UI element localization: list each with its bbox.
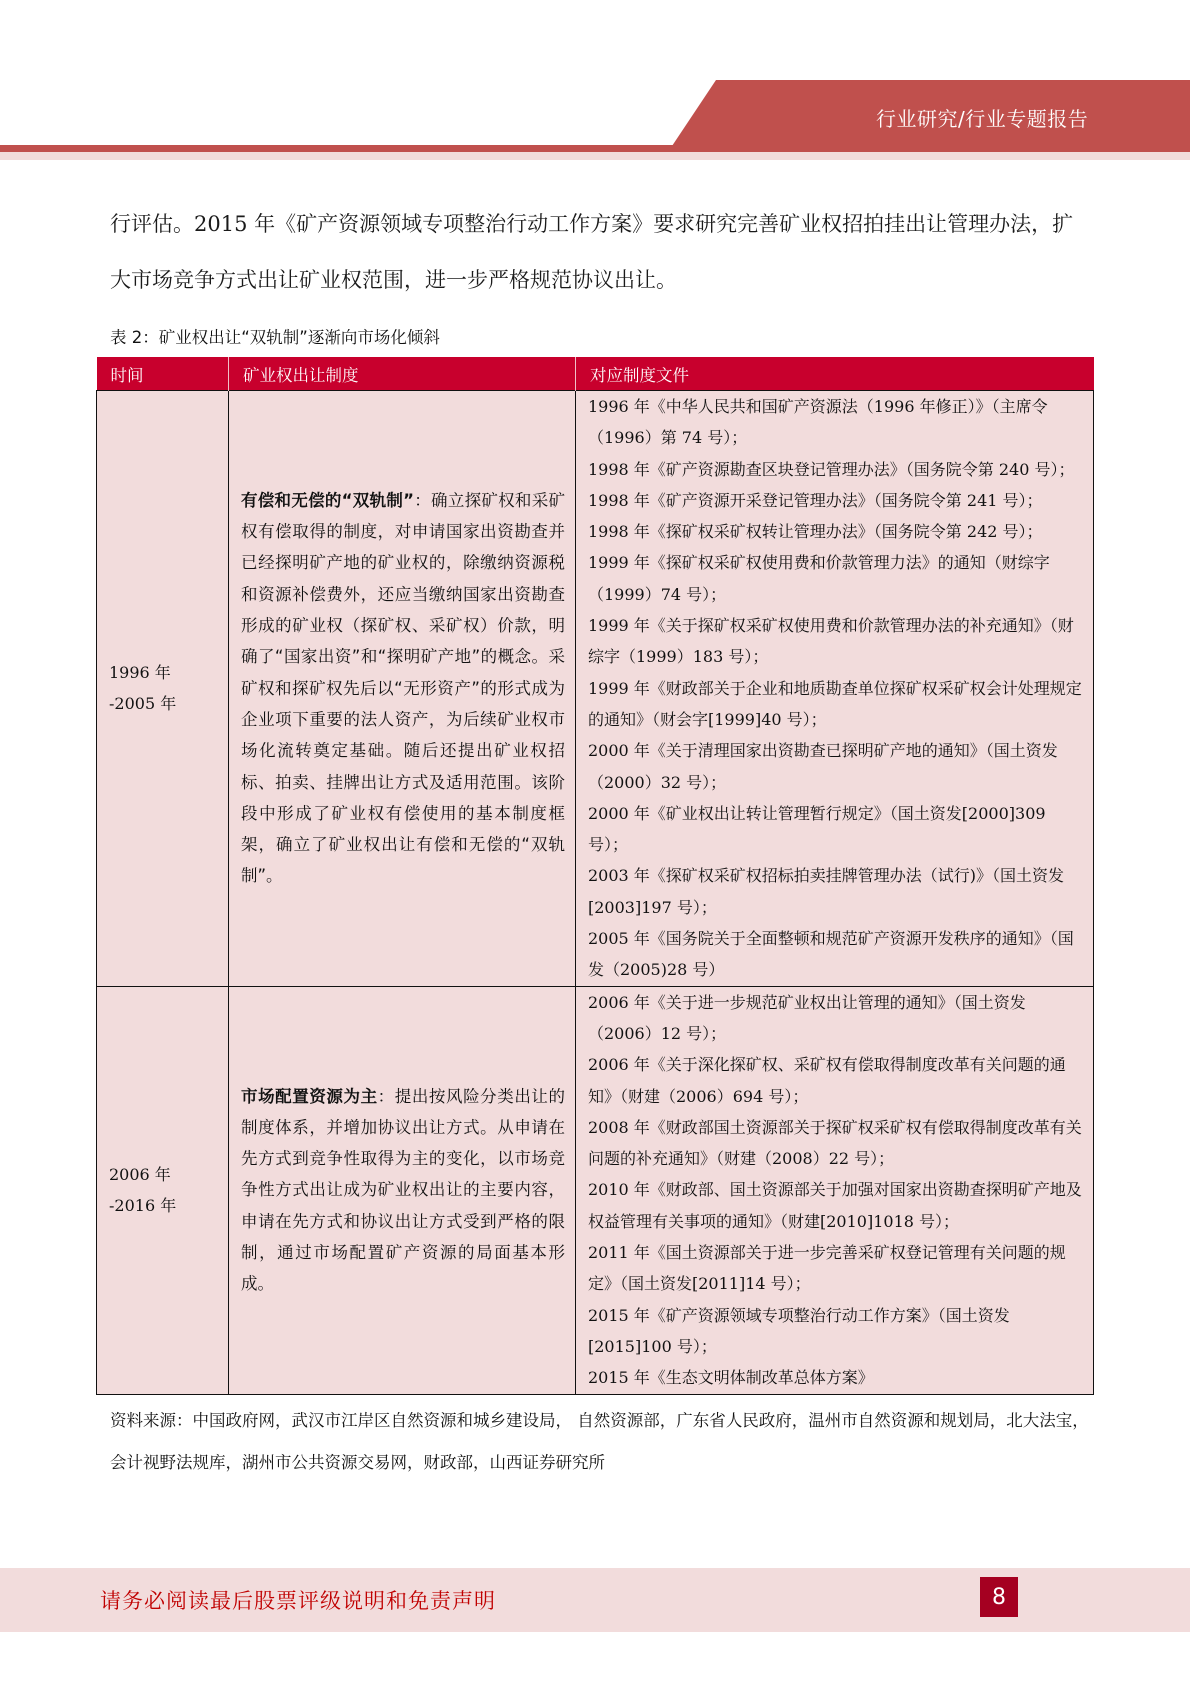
- system-title: 市场配置资源为主: [241, 1086, 378, 1106]
- document-item: 2011 年《国土资源部关于进一步完善采矿权登记管理有关问题的规定》（国土资发[2011]14 号）；: [588, 1243, 1066, 1294]
- document-item: 2015 年《生态文明体制改革总体方案》: [588, 1368, 874, 1388]
- document-item: 2010 年《财政部、国土资源部关于加强对国家出资勘查探明矿产地及权益管理有关事项的通知》（财建[2010]1018 号）；: [588, 1180, 1082, 1231]
- policy-table: [96, 357, 1094, 1395]
- document-item: 1998 年《矿产资源开采登记管理办法》（国务院令第 241 号）；: [588, 490, 1043, 510]
- document-item: 2005 年《国务院关于全面整顿和规范矿产资源开发秩序的通知》（国发（2005)28 号）: [588, 929, 1074, 980]
- table-caption: 表 2：矿业权出让“双轨制”逐渐向市场化倾斜: [110, 328, 440, 347]
- document-item: 2000 年《关于清理国家出资勘查已探明矿产地的通知》（国土资发（2000）32 号）；: [588, 741, 1058, 792]
- table-row: [97, 391, 1094, 987]
- column-header-documents: 对应制度文件: [576, 357, 1094, 391]
- time-cell: 2006 年 -2016 年: [97, 986, 229, 1394]
- documents-cell: [576, 986, 1094, 1394]
- column-header-system: 矿业权出让制度: [229, 357, 576, 391]
- table-header-row: [97, 357, 1094, 391]
- document-item: 2006 年《关于深化探矿权、采矿权有偿取得制度改革有关问题的通知》（财建（2006）694 号）；: [588, 1055, 1066, 1106]
- document-item: 2015 年《矿产资源领域专项整治行动工作方案》（国土资发[2015]100 号）；: [588, 1305, 1010, 1356]
- system-cell: [229, 986, 576, 1394]
- document-item: 1999 年《关于探矿权采矿权使用费和价款管理办法的补充通知》（财综字（1999）183 号）；: [588, 616, 1074, 667]
- document-item: 2006 年《关于进一步规范矿业权出让管理的通知》（国土资发（2006）12 号）；: [588, 992, 1026, 1043]
- body-paragraph: 行评估。2015 年《矿产资源领域专项整治行动工作方案》要求研究完善矿业权招拍挂出让管理办法，扩大市场竞争方式出让矿业权范围，进一步严格规范协议出让。: [110, 212, 1074, 292]
- document-item: 2008 年《财政部国土资源部关于探矿权采矿权有偿取得制度改革有关问题的补充通知》（财建（2008）22 号）；: [588, 1117, 1082, 1169]
- column-header-time: 时间: [97, 357, 229, 391]
- document-item: 1999 年《探矿权采矿权使用费和价款管理力法》的通知（财综字（1999）74 号）；: [588, 553, 1050, 604]
- document-item: 2003 年《探矿权采矿权招标拍卖挂牌管理办法（试行)》（国土资发[2003]197 号）；: [588, 866, 1065, 917]
- document-item: 1999 年《财政部关于企业和地质勘查单位探矿权采矿权会计处理规定的通知》（财会字[1999]40 号）；: [588, 678, 1082, 729]
- system-description: ：提出按风险分类出让的制度体系，并增加协议出让方式。从申请在先方式到竞争性取得为主的变化，以市场竞争性方式出让成为矿业权出让的主要内容，申请在先方式和协议出让方式受到严格的限制，通过市场配置矿产资源的局面基本形成。: [241, 1086, 566, 1294]
- document-item: 1998 年《探矿权采矿权转让管理办法》（国务院令第 242 号）；: [588, 522, 1043, 542]
- documents-cell: [576, 391, 1094, 987]
- header-pink-stripe: [0, 152, 1190, 160]
- disclaimer-notice: 请务必阅读最后股票评级说明和免责声明: [100, 1589, 496, 1613]
- system-cell: [229, 391, 576, 987]
- system-description: ：确立探矿权和采矿权有偿取得的制度，对申请国家出资勘查并已经探明矿产地的矿业权的，除缴纳资源税和资源补偿费外，还应当缴纳国家出资勘查形成的矿业权（探矿权、采矿权）价款，明确了“国家出资”和“探明矿产地”的概念。采矿权和探矿权先后以“无形资产”的形式成为企业项下重要的法人资产，为后续矿业权市场化流转奠定基础。随后还提出矿业权招标、拍卖、挂牌出让方式及适用范围。该阶段中形成了矿业权有偿使用的基本制度框架，确立了矿业权出让有偿和无偿的“双轨制”。: [241, 490, 565, 886]
- header-rule: [0, 145, 1190, 152]
- time-cell: 1996 年 -2005 年: [97, 391, 229, 987]
- report-type-label: 行业研究/行业专题报告: [876, 107, 1089, 131]
- system-title: 有偿和无偿的“双轨制”: [241, 490, 414, 510]
- document-item: 1996 年《中华人民共和国矿产资源法（1996 年修正）》（主席令（1996）第 74 号）；: [588, 397, 1048, 448]
- table-row: [97, 986, 1094, 1394]
- page-number: 8: [980, 1577, 1018, 1617]
- data-source-note: 资料来源：中国政府网，武汉市江岸区自然资源和城乡建设局， 自然资源部，广东省人民政府，温州市自然资源和规划局，北大法宝，会计视野法规库，湖州市公共资源交易网，财政部，山西证券研究所: [110, 1411, 1089, 1472]
- document-item: 1998 年《矿产资源勘查区块登记管理办法》（国务院令第 240 号）；: [588, 459, 1075, 479]
- document-item: 2000 年《矿业权出让转让管理暂行规定》（国土资发[2000]309 号）；: [588, 803, 1046, 855]
